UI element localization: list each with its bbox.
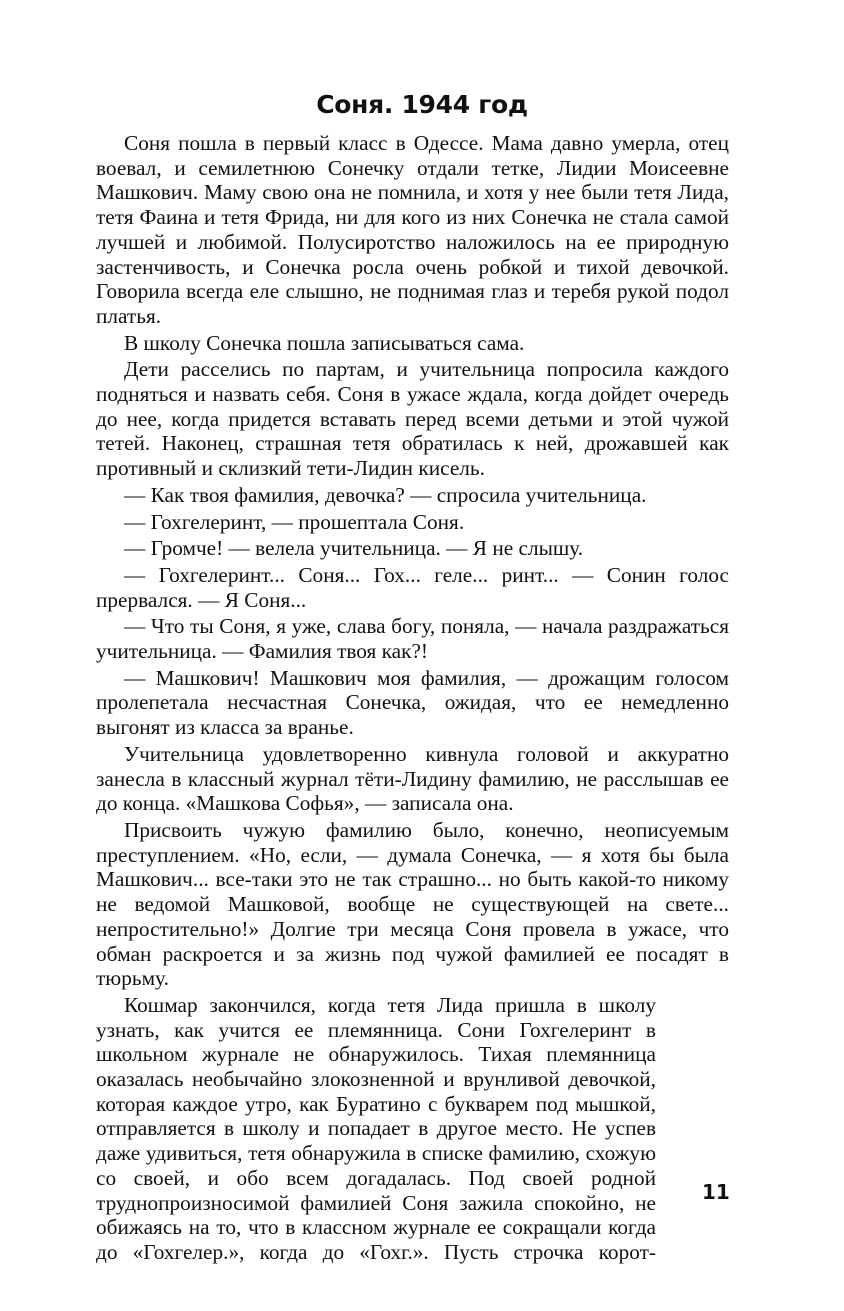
paragraph: Соня пошла в первый класс в Одессе. Мама давно умерла, отец воевал, и семилетнюю Сонечку отдали тетке, Лидии Моисеевне Машкович. Маму свою она не помнила, и хотя у нее были тетя Лида, тетя Фаина и тетя Фрида, ни для кого из них Сонечка не стала самой лучшей и любимой. Полусиротство наложилось на ее природную застенчивость, и Сонечка росла очень робкой и тихой девочкой. Говорила всегда еле слышно, не поднимая глаз и теребя рукой подол платья. bbox=[96, 131, 729, 328]
chapter-title: Соня. 1944 год bbox=[316, 90, 528, 119]
dialogue-line: — Гохгелеринт... Соня... Гох... геле... ринт... — Сонин голос прервался. — Я Соня... bbox=[96, 562, 729, 612]
dialogue-line: — Громче! — велела учительница. — Я не слышу. bbox=[124, 536, 584, 561]
paragraph: Кошмар закончился, когда тетя Лида пришла в школу узнать, как учится ее племянница. Сони Гохгелеринт в школьном журнале не обнаружилось. Тихая племянница оказалась необычайно злокозненной и врунливой девочкой, которая каждое утро, как Буратино с букварем под мышкой, отправляется в школу и попадает в другое место. Не успев даже удивиться, тетя обнаружила в списке фамилию, схожую со своей, и обо всем догадалась. Под своей родной труднопроизносимой фамилией Соня зажила спокойно, не обижаясь на то, что в классном журнале ее сокращали когда до «Гохгелер.», когда до «Гохг.». Пусть строчка корот- bbox=[96, 992, 656, 1264]
paragraph: Присвоить чужую фамилию было, конечно, неописуемым преступлением. «Но, если, — думала Сонечка, — я хотя бы была Машкович... все-таки это не так страшно... но быть какой-то никому не ведомой Машковой, вообще не существующей на свете... непростительно!» Долгие три месяца Соня провела в ужасе, что обман раскроется и за жизнь под чужой фамилией ее посадят в тюрьму. bbox=[96, 817, 729, 991]
paragraph: В школу Сонечка пошла записываться сама. bbox=[124, 330, 525, 355]
dialogue-line: — Машкович! Машкович моя фамилия, — дрожащим голосом пролепетала несчастная Сонечка, ожидая, что ее немедленно выгонят из класса за вранье. bbox=[96, 665, 729, 740]
paragraph: Дети расселись по партам, и учительница попросила каждого подняться и назвать себя. Соня в ужасе ждала, когда дойдет очередь до нее, когда придется вставать перед всеми детьми и этой чужой тетей. Наконец, страшная тетя обратилась к ней, дрожавшей как противный и склизкий тети-Лидин кисель. bbox=[96, 357, 729, 481]
dialogue-line: — Что ты Соня, я уже, слава богу, поняла, — начала раздражаться учительница. — Фамилия твоя как?! bbox=[96, 614, 729, 664]
paragraph: Учительница удовлетворенно кивнула головой и аккуратно занесла в классный журнал тёти-Лидину фамилию, не расслышав ее до конца. «Машкова Софья», — записала она. bbox=[96, 741, 729, 816]
body-text bbox=[96, 131, 729, 1267]
dialogue-line: — Гохгелеринт, — прошептала Соня. bbox=[124, 509, 465, 534]
dialogue-line: — Как твоя фамилия, девочка? — спросила учительница. bbox=[124, 482, 647, 507]
page-number: 11 bbox=[702, 1180, 730, 1204]
